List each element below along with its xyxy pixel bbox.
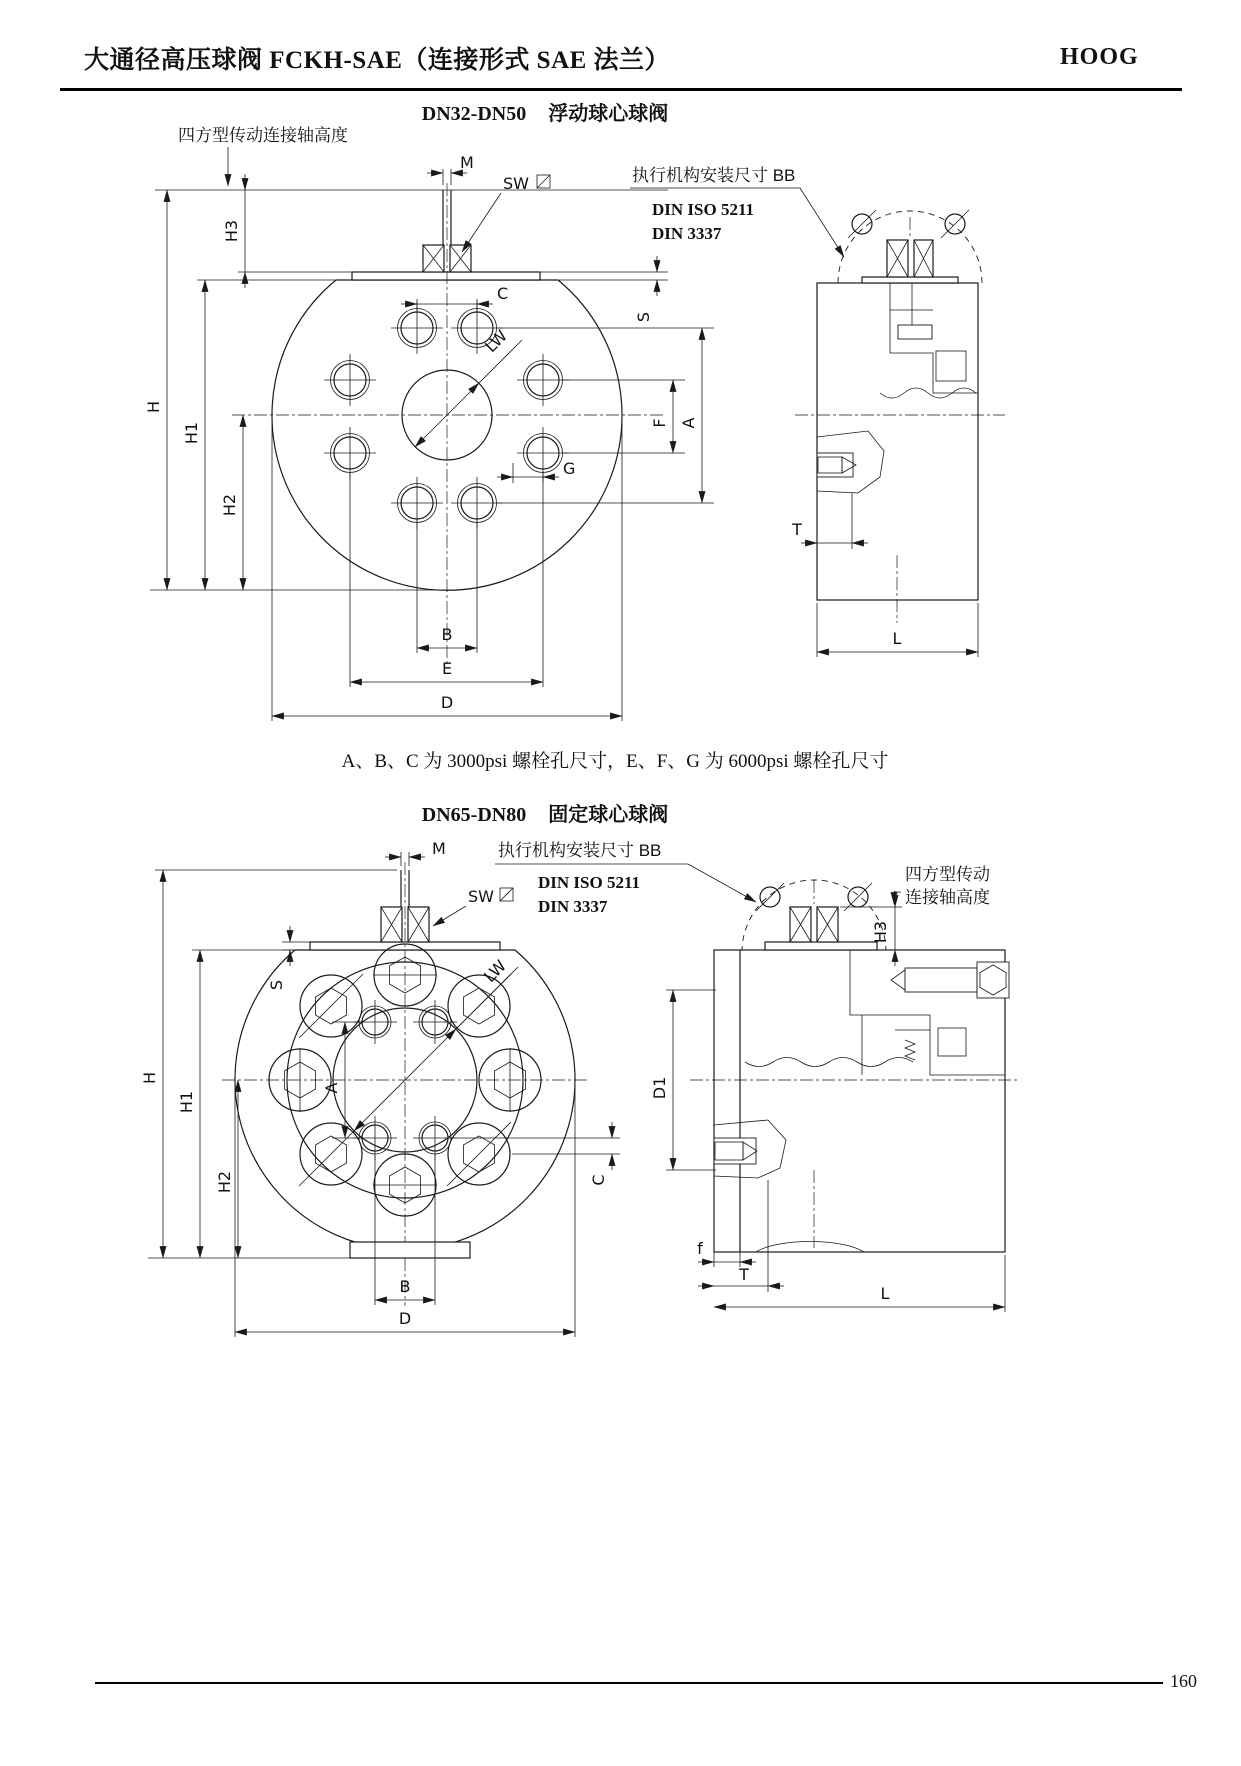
- figure1-title: [0, 97, 1090, 126]
- dim-C: [401, 284, 508, 311]
- dim-SW: [462, 174, 550, 252]
- svg-text:DIN 3337: DIN 3337: [538, 897, 608, 916]
- svg-text:H3: H3: [222, 219, 241, 243]
- svg-text:SW: SW: [503, 174, 529, 193]
- svg-text:连接轴高度: 连接轴高度: [905, 888, 990, 907]
- dim-M: [385, 839, 446, 866]
- svg-text:H: H: [144, 400, 163, 414]
- svg-text:M: M: [460, 153, 474, 172]
- dim-M: [427, 153, 474, 185]
- figure2-drawing: [0, 740, 1241, 1360]
- svg-text:H2: H2: [215, 1170, 234, 1194]
- dim-F: [563, 380, 685, 453]
- svg-text:F: F: [650, 418, 669, 428]
- svg-text:H3: H3: [871, 920, 890, 944]
- figure2-side-view: [690, 880, 1020, 1252]
- svg-text:A: A: [322, 1082, 341, 1094]
- svg-text:C: C: [497, 284, 509, 303]
- square-symbol-icon: [537, 175, 550, 188]
- dim-H: [144, 190, 460, 590]
- dim-C: [450, 1122, 620, 1186]
- svg-text:S: S: [634, 311, 653, 323]
- figure1-title-name: 浮动球心球阀: [548, 103, 669, 125]
- svg-text:D1: D1: [650, 1076, 669, 1100]
- svg-text:执行机构安装尺寸 BB: 执行机构安装尺寸 BB: [632, 166, 796, 185]
- svg-text:S: S: [267, 979, 286, 991]
- dim-H2: [220, 415, 243, 590]
- svg-text:DIN 3337: DIN 3337: [652, 224, 722, 243]
- svg-text:T: T: [739, 1265, 749, 1284]
- square-drive-note-1: 四方型传动连接轴高度: [178, 126, 348, 145]
- brand-logo: HOOG: [1060, 44, 1139, 70]
- square-symbol-icon: [500, 888, 513, 901]
- dim-SW: [433, 887, 513, 926]
- mounting-bolt-hole: [848, 210, 876, 238]
- svg-text:执行机构安装尺寸 BB: 执行机构安装尺寸 BB: [498, 841, 662, 860]
- dim-S: [267, 926, 310, 990]
- dim-H3: [222, 174, 352, 288]
- svg-text:B: B: [441, 625, 453, 644]
- figure1-side-view: [795, 210, 1005, 623]
- figure2-front-view: [155, 862, 590, 1306]
- svg-text:E: E: [441, 659, 453, 678]
- svg-text:B: B: [399, 1277, 411, 1296]
- footer-rule: [95, 1682, 1163, 1684]
- page-number: 160: [1170, 1671, 1197, 1691]
- figure1-actuator-annotation: [630, 166, 844, 257]
- dim-E: [350, 473, 543, 687]
- svg-text:DIN ISO 5211: DIN ISO 5211: [538, 873, 641, 892]
- svg-text:SW: SW: [468, 887, 494, 906]
- svg-text:H2: H2: [220, 493, 239, 517]
- svg-text:四方型传动: 四方型传动: [905, 865, 990, 884]
- svg-text:H: H: [140, 1071, 159, 1085]
- svg-text:H1: H1: [182, 421, 201, 445]
- figure2-title-code: DN65-DN80: [421, 804, 527, 826]
- figure2-title-name: 固定球心球阀: [548, 804, 669, 826]
- dim-H2: [215, 1080, 238, 1258]
- dim-H1: [182, 280, 336, 590]
- svg-text:C: C: [589, 1174, 608, 1186]
- foot-pad: [350, 1242, 470, 1258]
- dim-LW: [415, 326, 522, 447]
- figure1-drawing: [0, 125, 1241, 725]
- figure1-front-view: [155, 183, 668, 665]
- svg-text:L: L: [892, 629, 902, 648]
- page-title: 大通径高压球阀 FCKH-SAE（连接形式 SAE 法兰）: [84, 47, 671, 74]
- svg-text:f: f: [697, 1239, 703, 1258]
- figure2-actuator-annotation: [495, 841, 756, 916]
- svg-text:T: T: [792, 520, 802, 539]
- figure2-square-drive-note: [894, 865, 990, 907]
- mounting-bolt-hole: [941, 210, 969, 238]
- svg-text:A: A: [679, 417, 698, 429]
- svg-text:D: D: [440, 693, 454, 712]
- svg-text:M: M: [432, 839, 446, 858]
- dim-L: [714, 1255, 1005, 1312]
- svg-text:D: D: [398, 1309, 412, 1328]
- svg-text:H1: H1: [177, 1090, 196, 1114]
- svg-text:DIN ISO 5211: DIN ISO 5211: [652, 200, 755, 219]
- figure1-front-dims: [144, 153, 714, 721]
- svg-text:LW: LW: [480, 956, 511, 987]
- mounting-bolt-hole: [756, 883, 784, 911]
- header-rule: [60, 88, 1182, 91]
- dim-L: [817, 603, 978, 657]
- dim-H1: [177, 950, 295, 1258]
- figure1-title-code: DN32-DN50: [421, 103, 527, 125]
- svg-text:G: G: [563, 459, 576, 478]
- svg-text:L: L: [880, 1284, 890, 1303]
- dim-LW: [354, 956, 518, 1131]
- dim-S: [540, 256, 668, 322]
- psi-note: A、B、C 为 3000psi 螺栓孔尺寸，E、F、G 为 6000psi 螺栓孔尺寸: [341, 751, 889, 772]
- svg-text:LW: LW: [481, 326, 512, 357]
